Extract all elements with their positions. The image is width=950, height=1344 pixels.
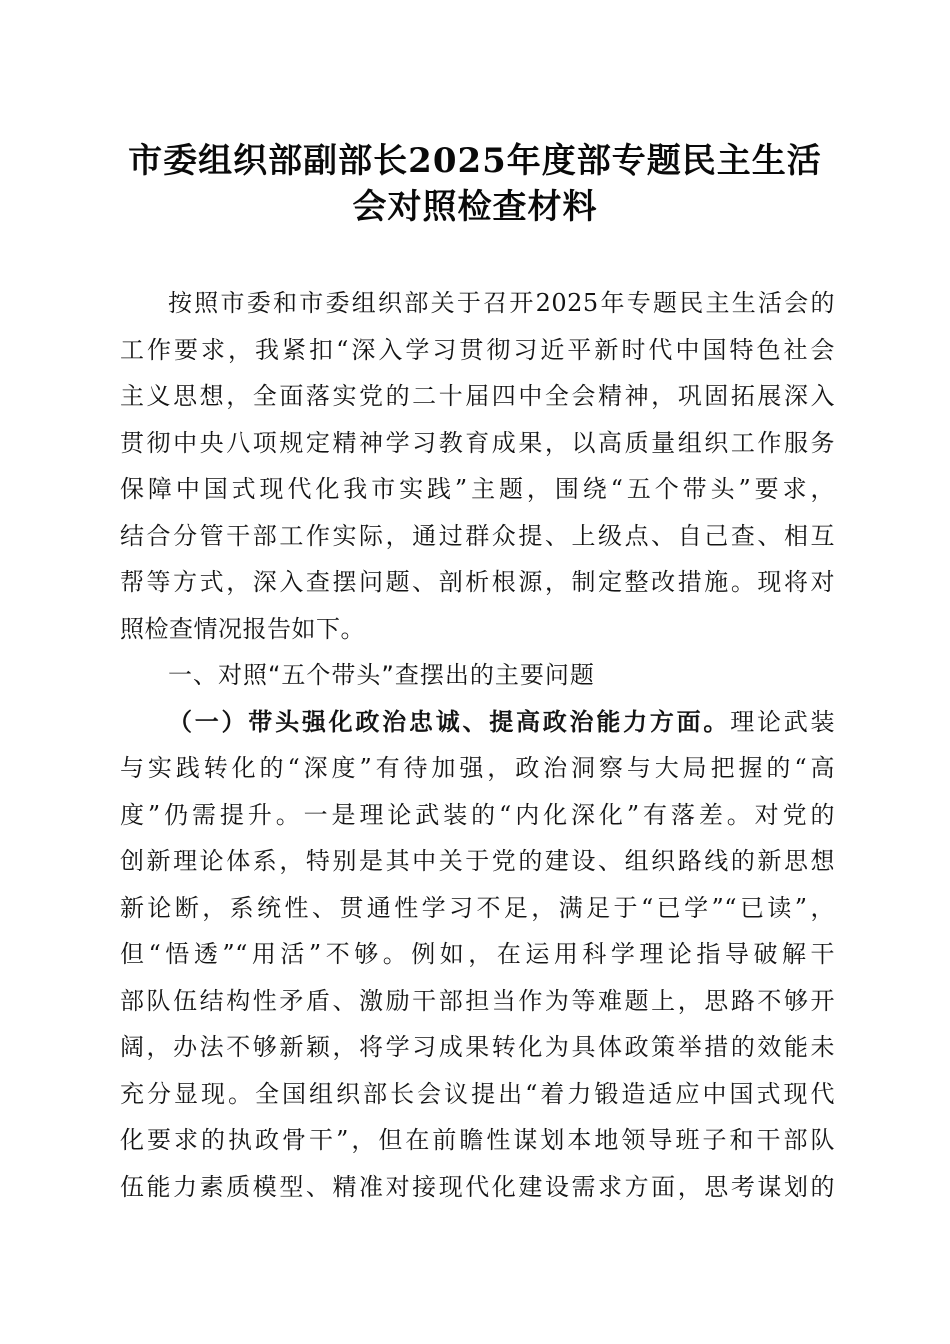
intro-line-2: 工作要求，我紧扣“深入学习贯彻习近平新时代中国特色社会 (120, 335, 835, 364)
subsection-1-line-8: 阔，办法不够新颖，将学习成果转化为具体政策举措的效能未 (120, 1033, 835, 1061)
intro-line-6: 结合分管干部工作实际，通过群众提、上级点、自己查、相互 (120, 521, 835, 550)
subsection-1-first-rest: 理论武装 (730, 707, 835, 736)
section-heading-1: 一、对照“五个带头”查摆出的主要问题 (168, 661, 595, 689)
document-title (100, 138, 850, 230)
document-body (120, 280, 835, 1210)
title-line-1: 市委组织部副部长2025年度部专题民主生活 (128, 141, 822, 181)
intro-line-8: 照检查情况报告如下。 (120, 614, 365, 643)
subsection-1-line-5: 新论断，系统性、贯通性学习不足，满足于“已学”“已读”， (120, 893, 835, 922)
intro-line-5: 保障中国式现代化我市实践”主题，围绕“五个带头”要求， (120, 475, 835, 503)
subsection-1-line-11: 伍能力素质模型、精准对接现代化建设需求方面，思考谋划的 (120, 1172, 835, 1201)
intro-line-3: 主义思想，全面落实党的二十届四中全会精神，巩固拓展深入 (120, 382, 835, 410)
subsection-1-line-9: 充分显现。全国组织部长会议提出“着力锻造适应中国式现代 (120, 1079, 835, 1108)
subsection-1-line-6: 但“悟透”“用活”不够。例如，在运用科学理论指导破解干 (120, 940, 835, 968)
subsection-1-line-3: 度”仍需提升。一是理论武装的“内化深化”有落差。对党的 (120, 800, 835, 829)
subsection-1-line-2: 与实践转化的“深度”有待加强，政治洞察与大局把握的“高 (120, 754, 835, 782)
subsection-1-line-10: 化要求的执政骨干”，但在前瞻性谋划本地领导班子和干部队 (120, 1126, 835, 1154)
subsection-1-line-4: 创新理论体系，特别是其中关于党的建设、组织路线的新思想 (120, 847, 835, 875)
subsection-1-line-7: 部队伍结构性矛盾、激励干部担当作为等难题上，思路不够开 (120, 986, 835, 1015)
title-line-2: 会对照检查材料 (352, 187, 598, 227)
subsection-1-lead: （一）带头强化政治忠诚、提高政治能力方面。 (168, 706, 731, 736)
subsection-1-first-line (120, 699, 835, 746)
intro-line-4: 贯彻中央八项规定精神学习教育成果，以高质量组织工作服务 (120, 428, 835, 457)
intro-line-1: 按照市委和市委组织部关于召开2025年专题民主生活会的 (168, 289, 835, 317)
intro-line-7: 帮等方式，深入查摆问题、剖析根源，制定整改措施。现将对 (120, 568, 835, 596)
